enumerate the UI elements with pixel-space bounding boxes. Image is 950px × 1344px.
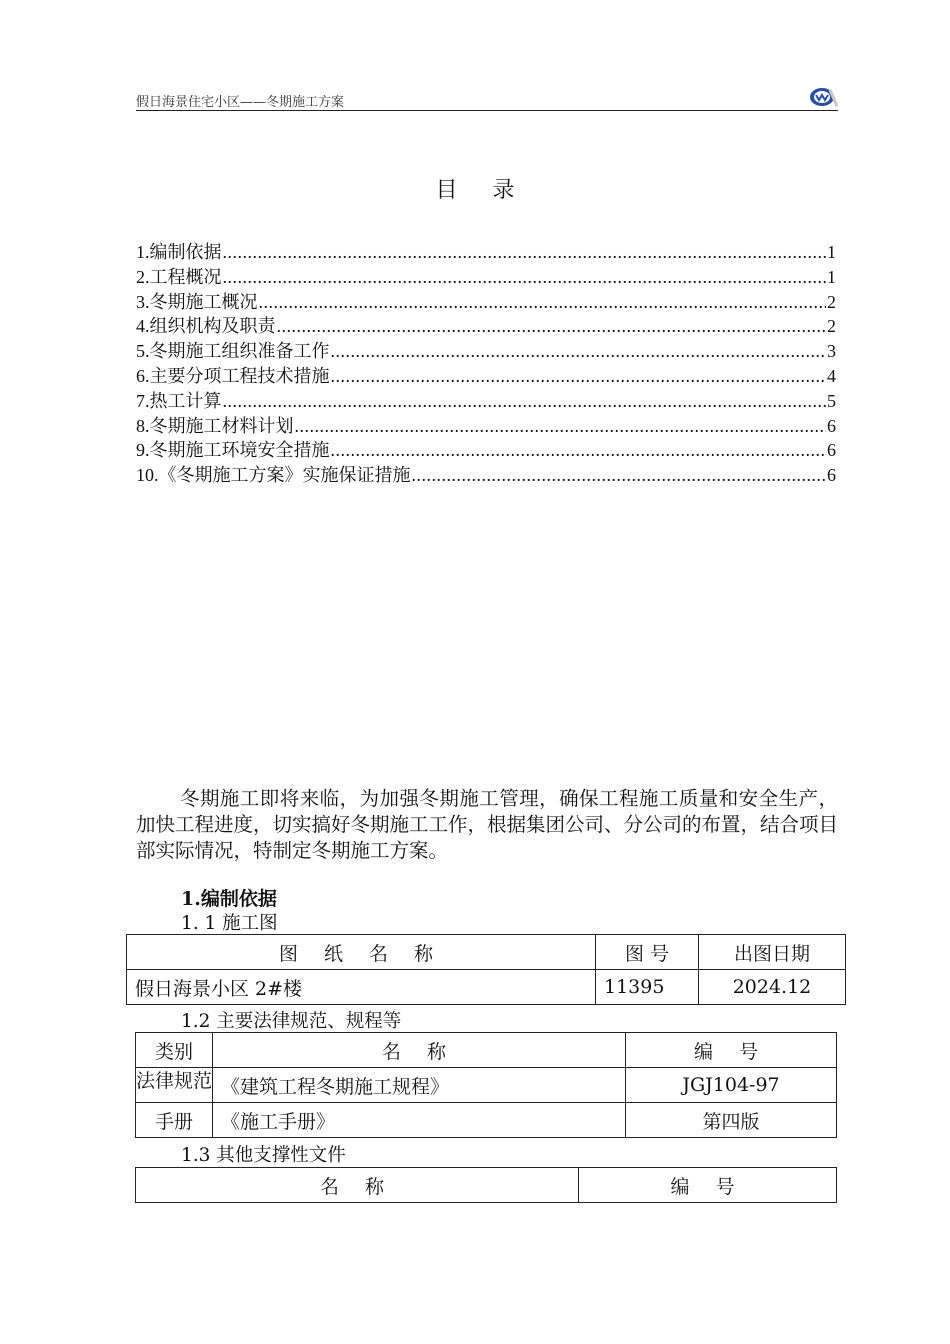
toc-leader-dots: [223, 392, 827, 410]
toc-entry[interactable]: [136, 337, 836, 362]
toc-entry-page: 6: [827, 440, 836, 461]
table-header-cell: 图 纸 名 称: [127, 935, 596, 970]
toc-leader-dots: [412, 466, 827, 484]
table-cell: 《建筑工程冬期施工规程》: [213, 1068, 626, 1103]
section-title: 1.编制依据: [181, 888, 277, 910]
table-header-row: [136, 1033, 837, 1068]
table-cell: 手册: [136, 1103, 213, 1138]
toc-entry-label: 2.工程概况: [136, 266, 222, 287]
toc-entry-page: 1: [827, 266, 836, 287]
table-header-cell: 编 号: [626, 1033, 837, 1068]
toc-entry[interactable]: [136, 412, 836, 437]
standards-table: [135, 1032, 837, 1138]
toc-leader-dots: [223, 268, 827, 286]
table-header-row: [127, 935, 846, 970]
table-cell: 11395: [596, 970, 699, 1005]
subsection-other-docs-title: 1.3 其他支撑性文件: [181, 1145, 346, 1166]
toc-entry-page: 6: [827, 415, 836, 436]
table-cell: 《施工手册》: [213, 1103, 626, 1138]
toc-entry-page: 1: [827, 242, 836, 262]
page-header: [136, 86, 838, 111]
table-cell: [136, 1068, 213, 1103]
toc-entry-label: 8.冬期施工材料计划: [136, 415, 294, 436]
header-title: 假日海景住宅小区——冬期施工方案: [136, 95, 345, 110]
toc-entry-label: 4.组织机构及职责: [136, 316, 276, 337]
toc-entry[interactable]: [136, 362, 836, 387]
toc-entry[interactable]: [136, 312, 836, 337]
table-of-contents: [136, 238, 836, 486]
table-row: [136, 1103, 837, 1138]
drawings-table: [126, 934, 846, 1005]
toc-entry[interactable]: [136, 288, 836, 313]
table-header-cell: 编 号: [579, 1168, 837, 1203]
table-header-cell: 图 号: [596, 935, 699, 970]
table-row: [136, 1068, 837, 1103]
toc-entry-label: 6.主要分项工程技术措施: [136, 365, 330, 386]
toc-entry-label: 3.冬期施工概况: [136, 291, 258, 312]
toc-entry-label: 1.编制依据: [136, 242, 222, 262]
subsection-standards-title: 1.2 主要法律规范、规程等: [181, 1011, 402, 1032]
company-logo-icon: [808, 86, 838, 108]
toc-entry-page: 6: [827, 465, 836, 486]
toc-entry-page: 4: [827, 365, 836, 386]
toc-entry[interactable]: [136, 436, 836, 461]
toc-entry[interactable]: [136, 238, 836, 263]
table-row: [127, 970, 846, 1005]
toc-entry-label: 5.冬期施工组织准备工作: [136, 341, 330, 362]
toc-leader-dots: [331, 441, 827, 459]
table-cell: 第四版: [626, 1103, 837, 1138]
table-cell: JGJ104-97: [626, 1068, 837, 1103]
table-cell: 假日海景小区 2#楼: [127, 970, 596, 1005]
toc-entry-page: 3: [827, 341, 836, 362]
toc-leader-dots: [277, 317, 827, 335]
toc-entry[interactable]: [136, 387, 836, 412]
toc-entry-label: 7.热工计算: [136, 390, 222, 411]
table-header-cell: 出图日期: [699, 935, 846, 970]
toc-leader-dots: [259, 293, 827, 311]
toc-entry-label: 10.《冬期施工方案》实施保证措施: [136, 465, 411, 486]
toc-entry-page: 2: [827, 291, 836, 312]
toc-leader-dots: [331, 342, 827, 360]
other-documents-table: [135, 1167, 837, 1203]
toc-leader-dots: [331, 367, 827, 385]
subsection-drawings-title: 1. 1 施工图: [181, 913, 278, 934]
toc-entry[interactable]: [136, 461, 836, 486]
toc-leader-dots: [295, 417, 827, 435]
table-cell: 2024.12: [699, 970, 846, 1005]
table-header-cell: 名 称: [136, 1168, 579, 1203]
table-header-cell: 名 称: [213, 1033, 626, 1068]
toc-entry-page: 5: [827, 390, 836, 411]
intro-paragraph: 冬期施工即将来临，为加强冬期施工管理，确保工程施工质量和安全生产，加快工程进度，切实搞好冬期施工工作，根据集团公司、分公司的布置，结合项目部实际情况，特制定冬期施工方案。: [136, 787, 839, 862]
toc-entry-label: 9.冬期施工环境安全措施: [136, 440, 330, 461]
table-header-row: [136, 1168, 837, 1203]
toc-entry[interactable]: [136, 263, 836, 288]
table-header-cell: 类别: [136, 1033, 213, 1068]
toc-entry-page: 2: [827, 316, 836, 337]
toc-leader-dots: [223, 243, 827, 261]
toc-heading: 目 录: [435, 178, 529, 203]
category-cell-text: 法律规范: [136, 1070, 212, 1092]
